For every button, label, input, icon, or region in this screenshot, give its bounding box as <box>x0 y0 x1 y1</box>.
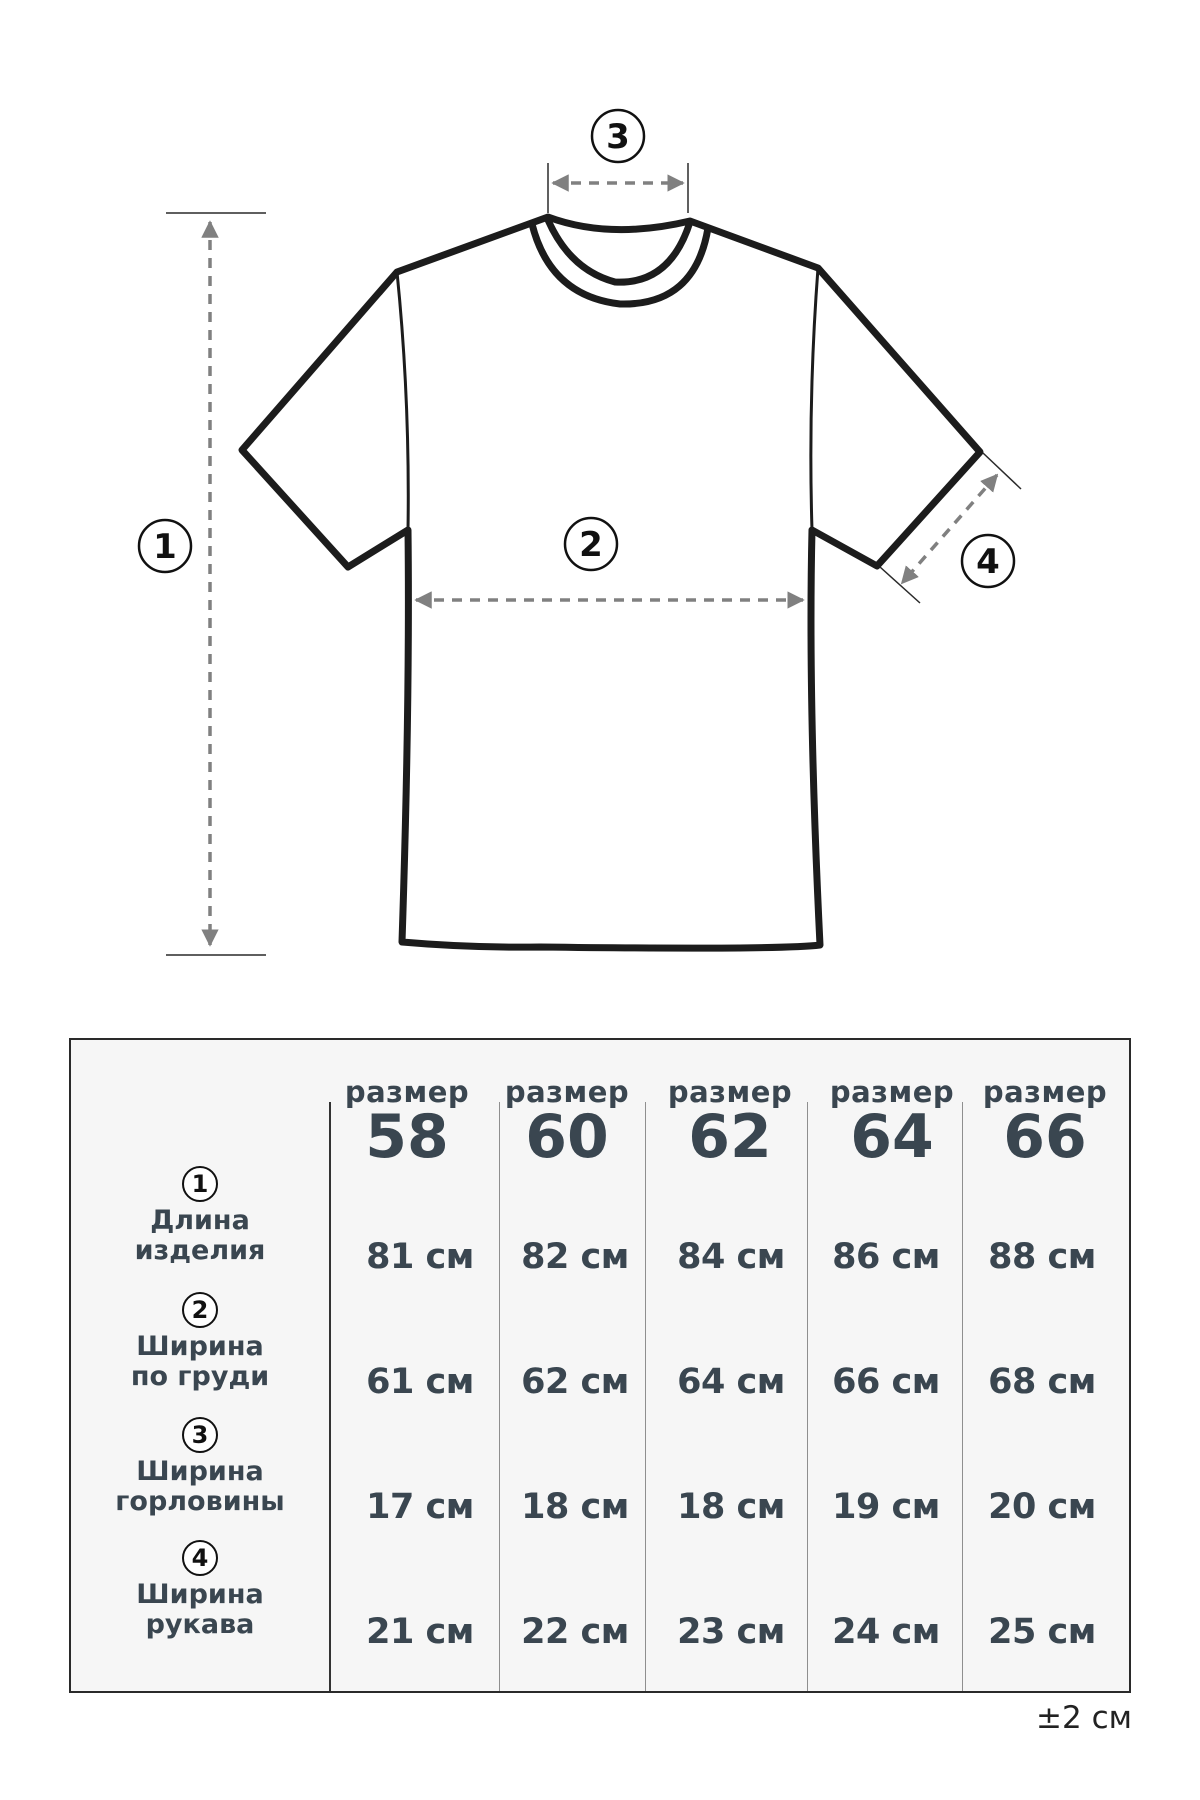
table-cell: 19 см <box>832 1487 940 1527</box>
svg-text:3: 3 <box>606 117 630 157</box>
size-word: размер <box>667 1075 793 1109</box>
row-label-line1: Ширина <box>136 1456 264 1487</box>
svg-text:1: 1 <box>153 527 177 567</box>
row-label-sleeve <box>71 1540 329 1640</box>
tolerance-note: ±2 см <box>1036 1700 1132 1736</box>
tshirt-outline <box>242 217 980 948</box>
row-label-line2: рукава <box>145 1609 255 1640</box>
size-table <box>69 1038 1131 1693</box>
neck-dimension-line <box>548 163 688 213</box>
marker-3 <box>592 110 644 162</box>
row-label-line1: Ширина <box>136 1579 264 1610</box>
row-label-line2: изделия <box>134 1235 266 1266</box>
row-label-line2: горловины <box>115 1486 285 1517</box>
table-cell: 21 см <box>366 1612 474 1652</box>
table-cell: 25 см <box>988 1612 1096 1652</box>
table-cell: 17 см <box>366 1487 474 1527</box>
size-header-64 <box>817 1075 967 1172</box>
row-label-chest <box>71 1292 329 1392</box>
length-dimension-line <box>166 213 266 955</box>
row-label-length <box>71 1166 329 1266</box>
table-cell: 66 см <box>832 1362 940 1402</box>
size-header-58 <box>332 1075 482 1172</box>
size-header-66 <box>970 1075 1120 1172</box>
table-cell: 84 см <box>677 1237 785 1277</box>
table-cell: 86 см <box>832 1237 940 1277</box>
row-label-line2: по груди <box>130 1361 270 1392</box>
size-number: 58 <box>365 1102 449 1172</box>
table-cell: 22 см <box>521 1612 629 1652</box>
column-divider <box>962 1102 963 1691</box>
table-cell: 64 см <box>677 1362 785 1402</box>
marker-1 <box>139 520 191 572</box>
size-word: размер <box>344 1075 470 1109</box>
table-cell: 81 см <box>366 1237 474 1277</box>
row-label-neck <box>71 1417 329 1517</box>
table-cell: 24 см <box>832 1612 940 1652</box>
row-label-line1: Длина <box>150 1205 250 1236</box>
table-cell: 18 см <box>521 1487 629 1527</box>
row-badge: 3 <box>182 1417 218 1453</box>
column-divider <box>807 1102 808 1691</box>
size-header-60 <box>492 1075 642 1172</box>
size-number: 60 <box>525 1102 609 1172</box>
row-badge: 4 <box>182 1540 218 1576</box>
size-word: размер <box>504 1075 630 1109</box>
marker-4 <box>962 535 1014 587</box>
column-divider <box>329 1102 331 1691</box>
table-cell: 88 см <box>988 1237 1096 1277</box>
table-cell: 62 см <box>521 1362 629 1402</box>
table-cell: 61 см <box>366 1362 474 1402</box>
table-cell: 20 см <box>988 1487 1096 1527</box>
table-cell: 23 см <box>677 1612 785 1652</box>
size-header-62 <box>655 1075 805 1172</box>
size-number: 62 <box>688 1102 772 1172</box>
table-cell: 18 см <box>677 1487 785 1527</box>
size-number: 64 <box>850 1102 934 1172</box>
svg-text:2: 2 <box>579 525 603 565</box>
table-cell: 82 см <box>521 1237 629 1277</box>
svg-text:4: 4 <box>976 542 1000 582</box>
row-badge: 2 <box>182 1292 218 1328</box>
row-label-line1: Ширина <box>136 1331 264 1362</box>
table-cell: 68 см <box>988 1362 1096 1402</box>
size-word: размер <box>982 1075 1108 1109</box>
size-word: размер <box>829 1075 955 1109</box>
size-number: 66 <box>1003 1102 1087 1172</box>
marker-2 <box>565 518 617 570</box>
row-badge: 1 <box>182 1166 218 1202</box>
